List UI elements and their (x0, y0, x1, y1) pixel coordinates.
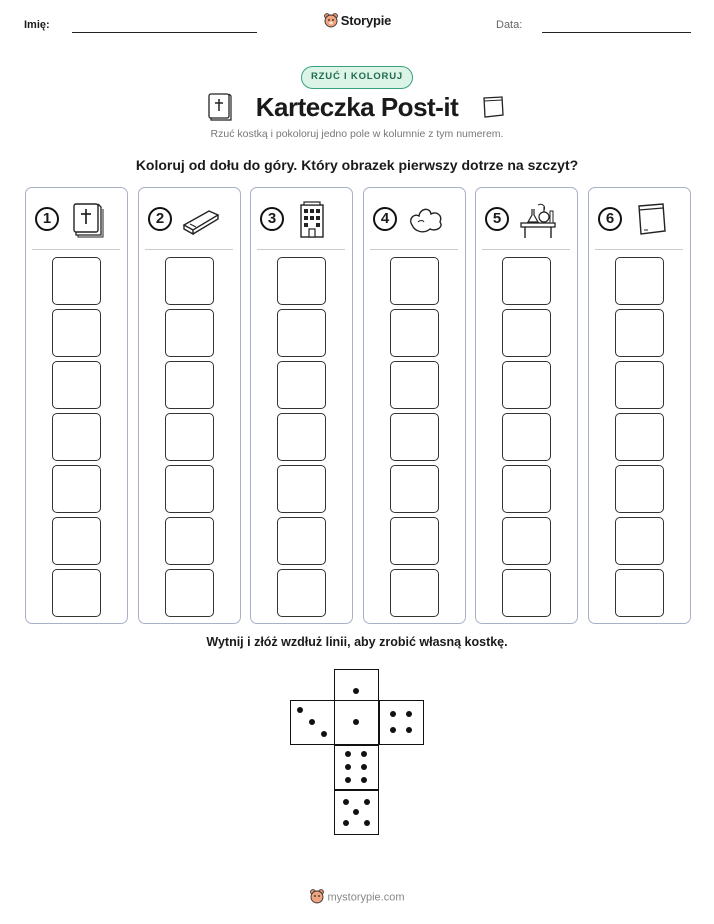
date-line (542, 32, 691, 33)
column-divider (32, 249, 120, 250)
column-divider (257, 249, 345, 250)
color-box[interactable] (390, 517, 439, 565)
color-box[interactable] (277, 413, 326, 461)
color-box[interactable] (52, 361, 101, 409)
column-number: 1 (35, 207, 59, 231)
color-box[interactable] (390, 465, 439, 513)
die-pip (390, 727, 396, 733)
sticky-note-icon (481, 95, 505, 124)
die-pip (361, 764, 367, 770)
color-box[interactable] (502, 569, 551, 617)
color-box[interactable] (615, 413, 664, 461)
column-number: 3 (260, 207, 284, 231)
sticky-note-icon (631, 201, 671, 239)
color-box[interactable] (165, 257, 214, 305)
date-label: Data: (496, 19, 523, 31)
color-box[interactable] (502, 257, 551, 305)
color-box[interactable] (502, 361, 551, 409)
color-box[interactable] (615, 569, 664, 617)
die-pip (321, 731, 327, 737)
die-pip (364, 820, 370, 826)
color-box[interactable] (165, 517, 214, 565)
color-box[interactable] (165, 309, 214, 357)
color-box[interactable] (615, 465, 664, 513)
footer (0, 888, 714, 907)
color-box[interactable] (52, 413, 101, 461)
column-number: 4 (373, 207, 397, 231)
die-face-3 (290, 700, 335, 745)
color-box[interactable] (52, 257, 101, 305)
color-box[interactable] (615, 309, 664, 357)
die-pip (364, 799, 370, 805)
color-box[interactable] (615, 361, 664, 409)
instruction: Koloruj od dołu do góry. Który obrazek pierwszy dotrze na szczyt? (135, 157, 579, 173)
die-pip (343, 820, 349, 826)
color-box[interactable] (502, 309, 551, 357)
color-box[interactable] (277, 465, 326, 513)
column-4 (363, 187, 466, 624)
color-box[interactable] (277, 517, 326, 565)
color-box[interactable] (277, 257, 326, 305)
column-2 (138, 187, 241, 624)
color-box[interactable] (390, 413, 439, 461)
color-box[interactable] (52, 465, 101, 513)
column-divider (595, 249, 683, 250)
color-box[interactable] (277, 361, 326, 409)
brand-name: Storypie (340, 12, 392, 28)
bear-logo-icon (323, 12, 339, 31)
lab-table-icon (518, 201, 558, 239)
die-pip (345, 751, 351, 757)
color-box[interactable] (277, 309, 326, 357)
cut-instruction: Wytnij i złóż wzdłuż linii, aby zrobić własną kostkę. (206, 635, 508, 649)
column-number: 2 (148, 207, 172, 231)
brand-logo (0, 12, 714, 31)
column-divider (482, 249, 570, 250)
color-box[interactable] (165, 361, 214, 409)
die-pip (297, 707, 303, 713)
color-box[interactable] (502, 413, 551, 461)
color-box[interactable] (390, 309, 439, 357)
activity-badge: RZUĆ I KOLORUJ (301, 66, 413, 89)
die-face-6 (334, 745, 379, 790)
bible-icon (68, 201, 108, 239)
die-face-4 (379, 700, 424, 745)
die-pip (345, 764, 351, 770)
color-box[interactable] (615, 517, 664, 565)
die-face-5 (334, 790, 379, 835)
die-pip (353, 688, 359, 694)
color-box[interactable] (165, 413, 214, 461)
color-box[interactable] (502, 517, 551, 565)
footer-url: mystorypie.com (327, 891, 405, 904)
color-box[interactable] (502, 465, 551, 513)
column-3 (250, 187, 353, 624)
color-box[interactable] (52, 569, 101, 617)
eraser-icon (181, 201, 221, 239)
die-pip (390, 711, 396, 717)
die-pip (406, 711, 412, 717)
die-pip (345, 777, 351, 783)
die-pip (406, 727, 412, 733)
die-pip (361, 751, 367, 757)
page-title: Karteczka Post-it (255, 92, 459, 122)
die-pip (353, 719, 359, 725)
puddle-icon (406, 201, 446, 239)
name-label: Imię: (24, 19, 50, 31)
column-divider (370, 249, 458, 250)
color-box[interactable] (52, 517, 101, 565)
color-box[interactable] (165, 465, 214, 513)
die-pip (309, 719, 315, 725)
column-number: 6 (598, 207, 622, 231)
column-1 (25, 187, 128, 624)
die-pip (361, 777, 367, 783)
name-line (72, 32, 257, 33)
die-pip (343, 799, 349, 805)
building-icon (293, 201, 333, 239)
die-face-1 (334, 700, 379, 745)
color-box[interactable] (390, 257, 439, 305)
die-pip (353, 809, 359, 815)
color-box[interactable] (390, 569, 439, 617)
color-box[interactable] (615, 257, 664, 305)
subtitle: Rzuć kostką i pokoloruj jedno pole w kolumnie z tym numerem. (210, 128, 504, 140)
column-divider (145, 249, 233, 250)
column-number: 5 (485, 207, 509, 231)
color-box[interactable] (277, 569, 326, 617)
color-box[interactable] (390, 361, 439, 409)
bear-logo-icon (309, 888, 325, 907)
column-5 (475, 187, 578, 624)
column-6 (588, 187, 691, 624)
color-box[interactable] (165, 569, 214, 617)
color-box[interactable] (52, 309, 101, 357)
